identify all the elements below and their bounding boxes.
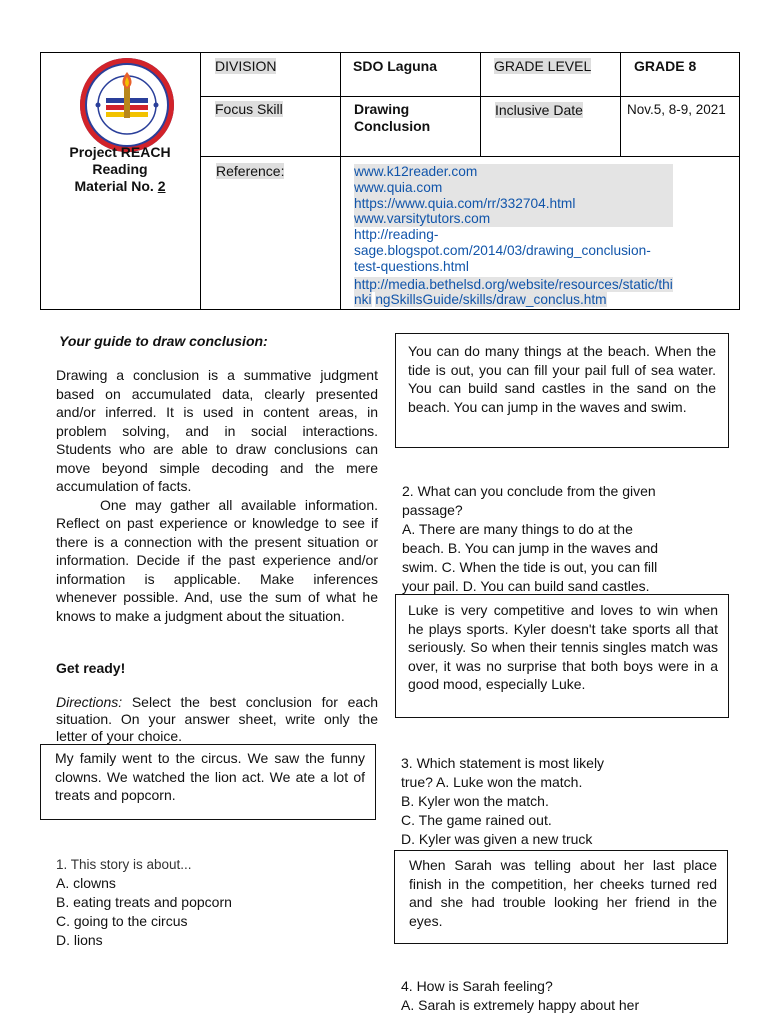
focus-skill-label-text: Focus Skill: [215, 101, 283, 117]
date-label-text: Inclusive Date: [495, 102, 583, 118]
question-1-option-c: C. going to the circus: [56, 913, 188, 929]
table-divider: [620, 52, 621, 156]
question-4-option-a: A. Sarah is extremely happy about her: [401, 997, 640, 1013]
table-divider: [480, 52, 481, 156]
guide-body: [56, 366, 378, 625]
question-1-option-a: A. clowns: [56, 875, 116, 891]
question-2: [402, 482, 658, 596]
division-label-text: DIVISION: [215, 58, 277, 74]
table-divider: [200, 96, 740, 97]
material-no-label: Material No.: [74, 178, 158, 194]
question-2-line-1: 2. What can you conclude from the given: [402, 483, 656, 499]
reference-label-text: Reference:: [216, 163, 285, 179]
date-label: [495, 102, 583, 119]
guide-title: Your guide to draw conclusion:: [59, 333, 268, 349]
question-1-option-d: D. lions: [56, 932, 103, 948]
project-title: [40, 144, 200, 195]
table-divider: [200, 52, 201, 310]
question-1-stem: 1. This story is about...: [56, 857, 192, 872]
focus-skill-value-line2: Conclusion: [354, 118, 431, 134]
project-line-2: Reading: [92, 161, 148, 177]
passage-box-2: [395, 333, 729, 448]
reference-link[interactable]: test-questions.html: [354, 258, 469, 274]
focus-skill-label: [215, 101, 283, 118]
passage-1-text: My family went to the circus. We saw the funny clowns. We watched the lion act. We ate a lot of treats and popcorn.: [55, 750, 365, 803]
question-1: [56, 855, 232, 950]
reference-link: [354, 292, 673, 308]
directions-label: Directions:: [56, 694, 123, 710]
question-3-line-2: true? A. Luke won the match.: [401, 774, 583, 790]
reference-link[interactable]: www.k12reader.com: [354, 164, 673, 180]
question-3-line-1: 3. Which statement is most likely: [401, 755, 605, 771]
guide-paragraph-2: One may gather all available information. Reflect on past experience or knowledge to see if there is a connection with the present situation or information. Decide if the past experience and/or information is applicable. Make inferences whenever possible. And, use the sum of what he knows to make a judgment about the situation.: [56, 496, 378, 624]
reference-link[interactable]: https://www.quia.com/rr/332704.html: [354, 196, 673, 212]
passage-box-3: [395, 594, 729, 718]
reference-link[interactable]: sage.blogspot.com/2014/03/drawing_conclusion-: [354, 242, 651, 258]
passage-box-4: [394, 850, 728, 944]
passage-3-text: Luke is very competitive and loves to win when he plays sports. Kyler doesn't take sports all that seriously. So when their tennis singles match was over, it was no surprise that both boys were in a good mood, especially Luke.: [408, 602, 718, 692]
passage-box-1: [40, 744, 376, 820]
passage-4-text: When Sarah was telling about her last place finish in the competition, her cheeks turned red and she had trouble looking her friend in the eyes.: [409, 857, 717, 929]
division-label: [215, 58, 276, 75]
question-2-line-3: A. There are many things to do at the: [402, 521, 633, 537]
reference-list: [354, 164, 673, 308]
table-divider: [340, 52, 341, 156]
table-divider: [200, 156, 740, 157]
directions: [56, 694, 378, 745]
grade-label: [494, 58, 591, 75]
get-ready-title: Get ready!: [56, 660, 126, 676]
grade-value: GRADE 8: [634, 58, 697, 74]
question-2-line-4: beach. B. You can jump in the waves and: [402, 540, 659, 556]
directions-text: [56, 694, 378, 745]
material-number: 2: [157, 178, 166, 194]
question-2-line-2: passage?: [402, 502, 463, 518]
reference-label: [216, 163, 284, 180]
table-border-bottom: [40, 309, 740, 310]
date-value: Nov.5, 8-9, 2021: [627, 102, 726, 117]
reference-link-part[interactable]: nki: [354, 292, 372, 308]
table-border-top: [40, 52, 740, 53]
header-table: [40, 52, 740, 310]
focus-skill-value-line1: Drawing: [354, 101, 410, 117]
question-3-option-c: C. The game rained out.: [401, 812, 552, 828]
reference-link-part[interactable]: ngSkillsGuide/skills/draw_conclus.htm: [375, 292, 607, 308]
focus-skill-value: [354, 101, 430, 135]
division-seal-logo: [78, 56, 176, 154]
table-divider: [340, 156, 341, 310]
question-4: [401, 977, 639, 1015]
question-3-option-d: D. Kyler was given a new truck: [401, 831, 593, 847]
directions-body: Select the best conclusion for each situation. On your answer sheet, write only the letter of your choice.: [56, 694, 378, 744]
reference-link[interactable]: http://reading-: [354, 227, 439, 243]
question-2-line-5: swim. C. When the tide is out, you can fill: [402, 559, 658, 575]
project-line-3: [40, 178, 200, 195]
reference-link[interactable]: www.varsitytutors.com: [354, 211, 673, 227]
question-3: [401, 754, 604, 849]
question-1-option-b: B. eating treats and popcorn: [56, 894, 232, 910]
guide-paragraph-1: Drawing a conclusion is a summative judgment based on accumulated data, clearly presented and/or inferred. It is used in content areas, in problem solving, and in social interactions. Students who are able to draw conclusions can move beyond simple decoding and the mere accumulation of facts.: [56, 367, 378, 494]
table-border-right: [739, 52, 740, 310]
question-3-option-b: B. Kyler won the match.: [401, 793, 549, 809]
question-2-line-6: your pail. D. You can build sand castles.: [402, 578, 650, 594]
reference-link[interactable]: www.quia.com: [354, 180, 673, 196]
grade-label-text: GRADE LEVEL: [494, 58, 592, 74]
passage-2-text: You can do many things at the beach. When the tide is out, you can fill your pail full of sea water. You can build sand castles in the sand on the beach. You can jump in the waves and swim.: [408, 343, 716, 415]
division-value: SDO Laguna: [353, 58, 438, 74]
reference-link[interactable]: http://media.bethelsd.org/website/resources/static/thi: [354, 276, 673, 292]
project-line-1: Project REACH: [69, 144, 171, 160]
question-4-stem: 4. How is Sarah feeling?: [401, 978, 553, 994]
